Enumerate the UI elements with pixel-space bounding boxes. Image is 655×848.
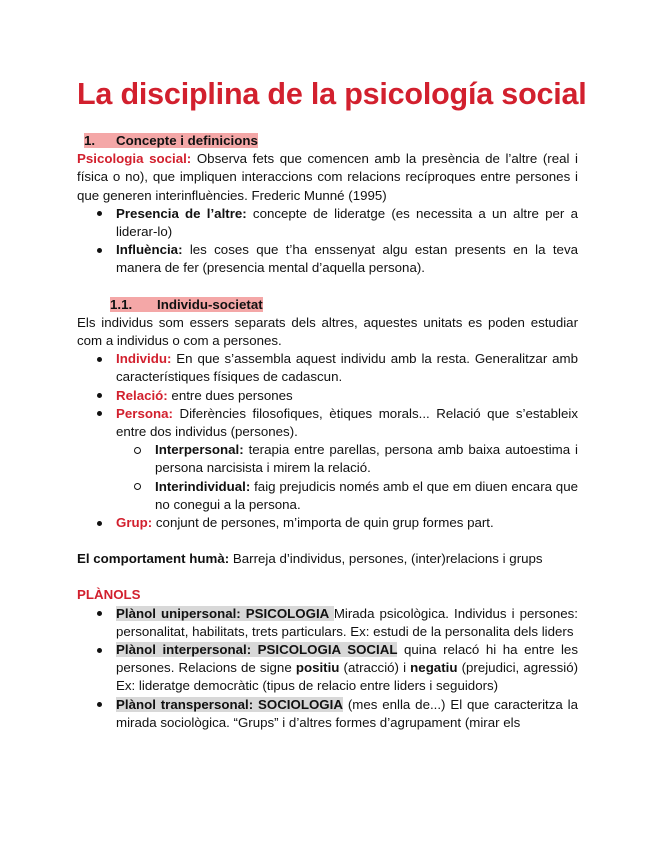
planol-term: Plànol unipersonal: PSICOLOGIA [116,605,334,621]
positiu-word: positiu [295,660,340,676]
section-number: 1.1. [110,296,133,312]
list-item [77,241,578,277]
section-heading-text: Concepte i definicions [116,133,258,148]
sub-list-item [116,478,578,514]
page-title: La disciplina de la psicología social [77,77,587,111]
sub-bullet-term: Interindividual: [155,478,251,494]
negatiu-word: negatiu [410,660,458,676]
section-heading-text: Individu-societat [157,296,263,312]
section-intro: Els individus som essers separats dels altres, aquestes unitats es poden estudiar com a individus o com a persones. [77,314,578,349]
persona-sub-list [116,441,578,514]
individu-societat-list [77,350,578,532]
planol-text: (prejudici, agressió) Ex: lideratge democràtic (tipus de relacio entre liders i seguidors) [116,660,579,694]
bullet-text: En que s’assembla aquest individu amb la resta. Generalitzar amb característiques físiques de cadascun. [116,351,578,385]
sub-bullet-term: Interpersonal: [155,442,244,458]
bullet-text: conjunt de persones, m’importa de quin grup formes part. [152,515,494,531]
planols-heading: PLÀNOLS [77,587,141,603]
comportament-paragraph [77,550,578,568]
planol-term: Plànol interpersonal: PSICOLOGIA SOCIAL [116,642,398,658]
bullet-term: Influència: [116,242,183,258]
section-heading-1-1-highlight [110,297,263,312]
planols-list [77,605,578,732]
bullet-term: Grup: [116,515,153,531]
definition-term: Psicologia social: [77,151,192,167]
list-item [77,350,578,386]
section-number: 1. [84,133,96,148]
bullet-term: Individu: [116,351,172,367]
list-item [77,641,578,696]
section-heading-1 [77,132,578,150]
definition-bullet-list [77,205,578,278]
section-heading-1-highlight [84,133,258,148]
planol-text: quina relacó hi ha entre les persones. Relacions de signe [116,642,578,676]
bullet-text: les coses que t’ha enssenyat algu estan presents en la teva manera de fer (presencia mental d’aquella persona). [116,242,578,276]
planol-text: Mirada psicològica. Individus i persones: personalitat, habilitats, trets particulars. Ex: estudi de la personalita dels liders [116,605,578,639]
planol-text: (atracció) i [339,660,411,676]
document-content [77,76,587,732]
comportament-text: Barreja d’individus, persones, (inter)relacions i grups [229,551,543,567]
list-item [77,696,578,732]
comportament-term: El comportament humà: [77,551,230,567]
bullet-term: Persona: [116,405,173,421]
sub-bullet-text: faig prejudicis només amb el que em diuen encara que no conegui a la persona. [155,478,578,512]
section-heading-1-1 [77,296,578,314]
sub-bullet-text: terapia entre parellas, persona amb baixa autoestima i persona narcisista i mirem la relació. [155,442,578,476]
bullet-term: Relació: [116,387,168,403]
list-item [77,405,578,514]
list-item [77,514,578,532]
definition-paragraph [77,150,578,205]
list-item [77,387,578,405]
planol-text: (mes enlla de...) El que caracteritza la mirada sociològica. “Grups” i d’altres formes d’agrupament (mirar els [116,696,579,730]
list-item [77,205,578,241]
definition-text: Observa fets que comencen amb la presència de l’altre (real i física o no), que impliquen interaccions com relacions recíproques entre persones i que generen interinfluències. Frederic Munné (1995) [77,151,578,203]
bullet-text: Diferències filosofiques, ètiques morals... Relació que s’estableix entre dos individus (persones). [116,405,578,440]
list-item [77,605,578,641]
planol-term: Plànol transpersonal: SOCIOLOGIA [116,696,343,712]
bullet-text: concepte de lideratge (es necessita a un altre per a liderar-lo) [116,205,578,240]
bullet-term: Presencia de l’altre: [116,205,247,221]
bullet-text: entre dues persones [167,387,293,403]
sub-list-item [116,441,578,477]
